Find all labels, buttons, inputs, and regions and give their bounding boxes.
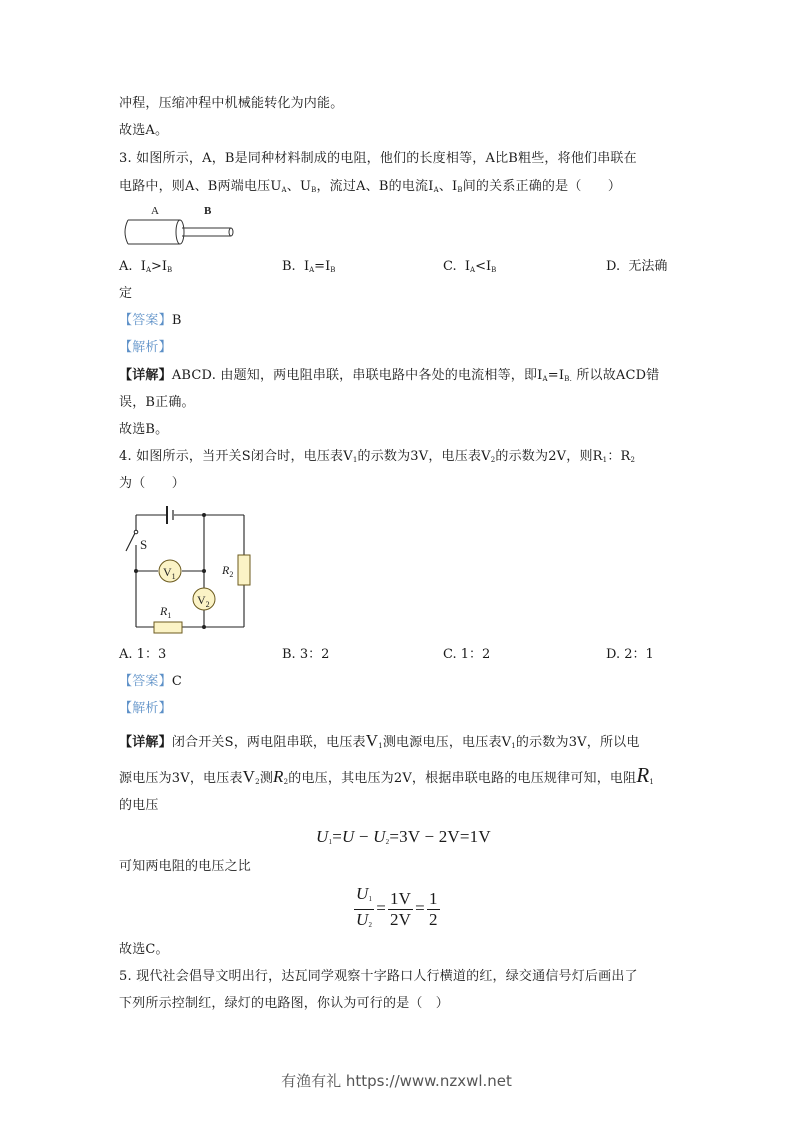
svg-text:R1: $R_1$ — [160, 604, 172, 620]
q4-detail-cont: 的电压 — [119, 798, 159, 813]
q4-stem — [119, 448, 635, 469]
option-letter: B. — [282, 647, 296, 662]
subscript: 1 — [352, 456, 358, 464]
math-symbol: V — [365, 731, 379, 750]
text: 测 — [259, 771, 274, 786]
text: 电路中，则A、B两端电压U — [119, 179, 282, 194]
subscript: A — [470, 266, 476, 274]
text: 的示数为3V，电压表V — [357, 449, 491, 464]
answer-tag: 【答案】 — [119, 313, 172, 328]
text: 的示数为2V，则R — [495, 449, 603, 464]
subscript: A — [309, 266, 315, 274]
q3-answer — [119, 312, 182, 330]
subscript: 1 — [602, 456, 608, 464]
q3-option-b — [282, 258, 335, 279]
q3-resistor-figure — [118, 202, 243, 247]
subscript: B — [330, 266, 336, 274]
q3-option-c — [443, 258, 496, 279]
text: 间的关系正确的是（ ） — [462, 179, 622, 194]
analysis-tag: 【解析】 — [119, 340, 172, 355]
subscript: B — [167, 266, 173, 274]
switch-label: S — [140, 537, 148, 552]
equation-u1: $U_1=U - U_2=3V - 2V=1V$ — [316, 827, 491, 846]
q4-option-d — [606, 646, 654, 664]
text-line: 冲程，压缩冲程中机械能转化为内能。 — [119, 96, 344, 111]
text: 源电压为3V，电压表 — [119, 771, 243, 786]
text: 3：2 — [299, 647, 330, 662]
resistor-r1-icon — [154, 622, 182, 633]
subscript: A — [145, 266, 151, 274]
q3-stem — [119, 178, 621, 199]
q3-conclusion: 故选B。 — [119, 422, 169, 437]
q5-stem-cont: 下列所示控制红，绿灯的电路图，你认为可行的是（ ） — [119, 996, 450, 1011]
q4-stem-cont: 为（ ） — [119, 476, 186, 491]
math-symbol: V — [242, 767, 256, 786]
option-letter: C. — [443, 647, 457, 662]
q4-circuit-diagram — [118, 503, 258, 635]
equation-ratio: $\frac{U_1}{U_2}$ = $\frac{1V}{2V}$ = $\frac{1}{2}$ — [356, 884, 438, 929]
q4-option-b — [282, 646, 329, 664]
detail-tag: 【详解】 — [119, 368, 172, 383]
subscript: B — [457, 186, 463, 194]
text: 闭合开关S，两电阻串联，电压表 — [171, 735, 366, 750]
text: 的示数为3V，所以电 — [515, 735, 640, 750]
q3-option-a — [119, 258, 172, 279]
subscript: 1 — [649, 778, 655, 786]
text: 测电源电压，电压表V — [382, 735, 512, 750]
q4-option-a — [119, 646, 166, 664]
q4-conclusion: 故选C。 — [119, 942, 169, 957]
subscript: 1 — [378, 742, 383, 750]
math-symbol: R — [636, 763, 650, 787]
option-letter: C. — [443, 259, 457, 274]
svg-text:R2: $R_2$ — [222, 563, 234, 579]
subscript: 2 — [283, 778, 289, 786]
text: 的电压，其电压为2V，根据串联电路的电压规律可知，电阻 — [288, 771, 637, 786]
text: ，流过A、B的电流I — [316, 179, 434, 194]
text: 2：1 — [624, 647, 654, 662]
text: 、I — [438, 179, 458, 194]
answer-value: B — [171, 313, 182, 328]
subscript: 2 — [490, 456, 496, 464]
label-a: A — [151, 205, 159, 217]
subscript: A — [281, 186, 287, 194]
subscript: A — [433, 186, 439, 194]
option-letter: D. — [606, 259, 621, 274]
resistor-r2-icon — [238, 555, 250, 585]
subscript: 2 — [255, 778, 260, 786]
text: > — [151, 259, 162, 274]
answer-tag: 【答案】 — [119, 674, 172, 689]
q3-option-d — [606, 258, 667, 276]
text: I — [486, 259, 492, 274]
q4-option-c — [443, 646, 490, 664]
q3-detail — [119, 367, 660, 388]
text: 1：3 — [136, 647, 167, 662]
q4-detail — [119, 730, 640, 757]
text: I — [140, 259, 146, 274]
text: = — [314, 259, 326, 274]
text-line: 故选A。 — [119, 123, 169, 138]
option-letter: A. — [119, 259, 133, 274]
label-b: B — [204, 205, 212, 217]
answer-value: C — [171, 674, 182, 689]
detail-tag: 【详解】 — [119, 735, 172, 750]
text: I — [303, 259, 310, 274]
subscript: 1 — [511, 742, 516, 750]
q3-option-d-wrap: 定 — [119, 286, 133, 301]
text: 4. 如图所示，当开关S闭合时，电压表V — [119, 449, 353, 464]
text: I — [325, 259, 331, 274]
q3-detail-cont: 误，B正确。 — [119, 395, 195, 410]
option-letter: A. — [119, 647, 133, 662]
text: I — [161, 259, 168, 274]
q4-analysis-tag — [119, 700, 172, 718]
text: ：R — [607, 449, 631, 464]
q4-answer — [119, 673, 182, 691]
footer-watermark: 有渔有礼 https://www.nzxwl.net — [281, 1072, 512, 1090]
text: ABCD. 由题知，两电阻串联，串联电路中各处的电流相等，即I — [171, 368, 543, 383]
svg-text:V1: $V_1$ — [163, 565, 176, 581]
q5-stem: 5. 现代社会倡导文明出行，达瓦同学观察十字路口人行横道的红，绿交通信号灯后画出了 — [119, 969, 638, 984]
subscript: A — [542, 375, 548, 383]
subscript: B — [311, 186, 317, 194]
text: 、U — [286, 179, 312, 194]
subscript: B. — [564, 375, 572, 383]
subscript: 2 — [630, 456, 636, 464]
q3-analysis-tag — [119, 339, 172, 357]
analysis-tag: 【解析】 — [119, 701, 172, 716]
q4-ratio-intro: 可知两电阻的电压之比 — [119, 859, 252, 874]
option-letter: B. — [282, 259, 296, 274]
q3-stem: 3. 如图所示，A，B是同种材料制成的电阻，他们的长度相等，A比B粗些，将他们串联在 — [119, 151, 637, 166]
switch-icon — [134, 530, 138, 534]
text: =I — [547, 368, 565, 383]
math-symbol: R — [273, 767, 284, 786]
svg-text:V2: $V_2$ — [197, 593, 210, 609]
text: 无法确 — [628, 259, 668, 274]
subscript: B — [491, 266, 497, 274]
q4-detail-cont — [119, 764, 654, 793]
option-letter: D. — [606, 647, 621, 662]
text: I — [464, 259, 471, 274]
text: 所以故ACD错 — [572, 368, 660, 383]
text: < — [475, 259, 486, 274]
text: 1：2 — [460, 647, 491, 662]
